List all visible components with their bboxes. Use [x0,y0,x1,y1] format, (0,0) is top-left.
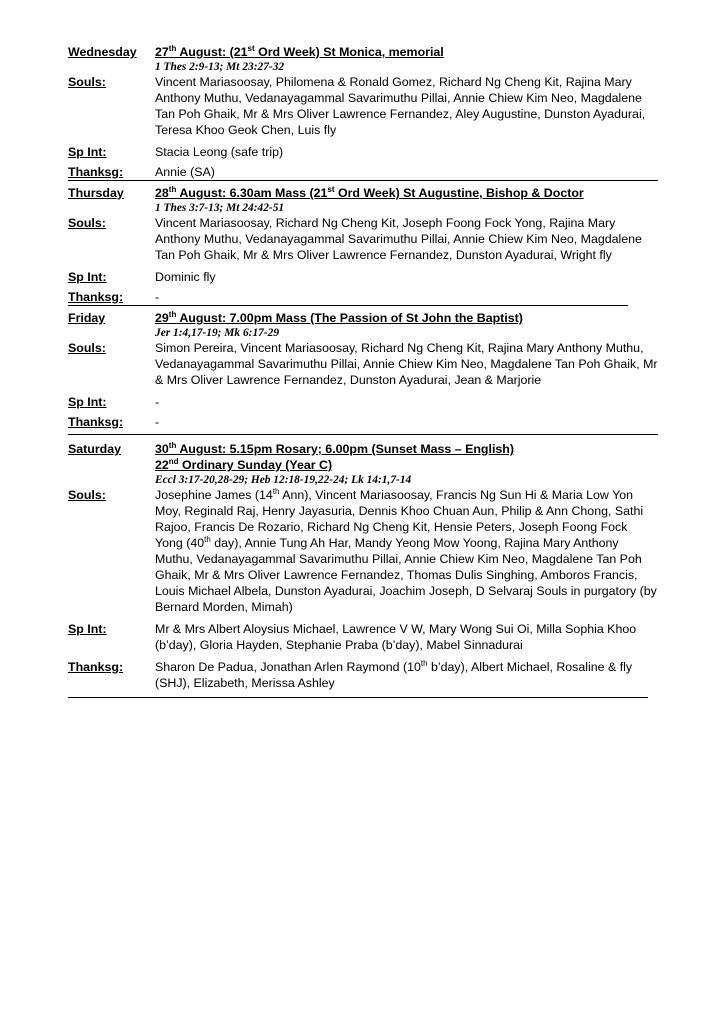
souls-row [68,487,658,615]
spint-row [68,394,658,410]
souls-row [68,215,658,263]
spint-label: Sp Int: [68,395,107,409]
thanks-label: Thanksg: [68,165,124,179]
thanks-text: Sharon De Padua, Jonathan Arlen Raymond (10th b’day), Albert Michael, Rosaline & fly (SHJ), Elizabeth, Merissa Ashley [155,658,633,690]
souls-text: Josephine James (14th Ann), Vincent Mariasoosay, Francis Ng Sun Hi & Maria Low Yon Moy, Reginald Raj, Henry Jayasuria, Dennis Khoo Chuan Aun, Philip & Ann Chong, Sathi Rajoo, Francis De Rozario, Richard Ng Cheng Kit, Hensie Peters, Joseph Foong Fock Yong (40th day), Annie Tung Ah Har, Mandy Yeong Mow Yoong, Rajina Mary Anthony Muthu, Vedanayagammal Savarimuthu Pillai, Annie Chiew Kim Neo, Magdalene Tan Poh Ghaik, Mr & Mrs Oliver Lawrence Fernandez, Thomas Dulis Singhing, Amboros Francis, Louis Michael Albela, Dunston Ayadurai, Joachim Joseph, D Selvaraj Souls in purgatory (by Bernard Morden, Mimah) [155,486,657,614]
readings: Eccl 3:17-20,28-29; Heb 12:18-19,22-24; Lk 14:1,7-14 [155,474,412,486]
spint-text: Stacia Leong (safe trip) [155,145,284,159]
friday-heading-row [68,310,658,340]
day-label: Thursday [68,186,124,200]
thanks-label: Thanksg: [68,660,124,674]
thanks-row [68,659,658,691]
thanks-row [68,164,658,181]
thanks-row [68,414,658,435]
day-heading: 28th August: 6.30am Mass (21st Ord Week) St Augustine, Bishop & Doctor [155,184,584,200]
souls-text: Vincent Mariasoosay, Richard Ng Cheng Kit, Joseph Foong Fock Yong, Rajina Mary Anthony Muthu, Vedanayagammal Savarimuthu Pillai, Annie Chiew Kim Neo, Magdalene Tan Poh Ghaik, Mr & Mrs Oliver Lawrence Fernandez, Dunston Ayadurai, Wright fly [155,216,642,262]
sunday-heading: 22nd Ordinary Sunday (Year C) [155,456,333,472]
spint-text: - [155,395,160,409]
day-thursday [68,185,658,306]
thanks-row [68,289,628,306]
spint-row [68,621,658,653]
spint-label: Sp Int: [68,622,107,636]
mass-intentions-page [68,44,658,698]
souls-text: Simon Pereira, Vincent Mariasoosay, Richard Ng Cheng Kit, Rajina Mary Anthony Muthu, Vedanayagammal Savarimuthu Pillai, Annie Chiew Kim Neo, Magdalene Tan Poh Ghaik, Mr & Mrs Oliver Lawrence Fernandez, Dunston Ayadurai, Jean & Marjorie [155,341,658,387]
souls-label: Souls: [68,341,106,355]
wednesday-heading-row [68,44,658,74]
spint-row [68,144,658,160]
bottom-rule [68,697,648,698]
day-heading: 27th August: (21st Ord Week) St Monica, memorial [155,43,444,59]
day-label: Wednesday [68,45,137,59]
day-friday [68,310,658,435]
souls-row [68,340,658,388]
day-label: Saturday [68,442,122,456]
souls-row [68,74,658,138]
thanks-label: Thanksg: [68,290,124,304]
souls-label: Souls: [68,488,106,502]
day-heading: 30th August: 5.15pm Rosary; 6.00pm (Sunset Mass – English) [155,440,514,456]
spint-label: Sp Int: [68,145,107,159]
thursday-heading-row [68,185,658,215]
readings: 1 Thes 2:9-13; Mt 23:27-32 [155,61,285,73]
readings: Jer 1:4,17-19; Mk 6:17-29 [155,327,280,339]
souls-text: Vincent Mariasoosay, Philomena & Ronald Gomez, Richard Ng Cheng Kit, Rajina Mary Anthony Muthu, Vedanayagammal Savarimuthu Pillai, Annie Chiew Kim Neo, Magdalene Tan Poh Ghaik, Mr & Mrs Oliver Lawrence Fernandez, Aley Augustine, Dunston Ayadurai, Teresa Khoo Geok Chen, Luis fly [155,75,646,137]
spint-label: Sp Int: [68,270,107,284]
readings: 1 Thes 3:7-13; Mt 24:42-51 [155,202,285,214]
thanks-text: Annie (SA) [155,165,215,179]
spint-row [68,269,658,285]
day-wednesday [68,44,658,181]
spint-text: Dominic fly [155,270,216,284]
thanks-label: Thanksg: [68,415,124,429]
day-label: Friday [68,311,106,325]
day-saturday [68,441,658,698]
souls-label: Souls: [68,75,106,89]
thanks-text: - [155,290,160,304]
spint-text: Mr & Mrs Albert Aloysius Michael, Lawrence V W, Mary Wong Sui Oi, Milla Sophia Khoo (b’day), Gloria Hayden, Stephanie Praba (b’day), Mabel Sinnadurai [155,622,637,652]
thanks-text: - [155,415,160,429]
day-heading: 29th August: 7.00pm Mass (The Passion of St John the Baptist) [155,309,523,325]
souls-label: Souls: [68,216,106,230]
saturday-heading-row [68,441,658,487]
